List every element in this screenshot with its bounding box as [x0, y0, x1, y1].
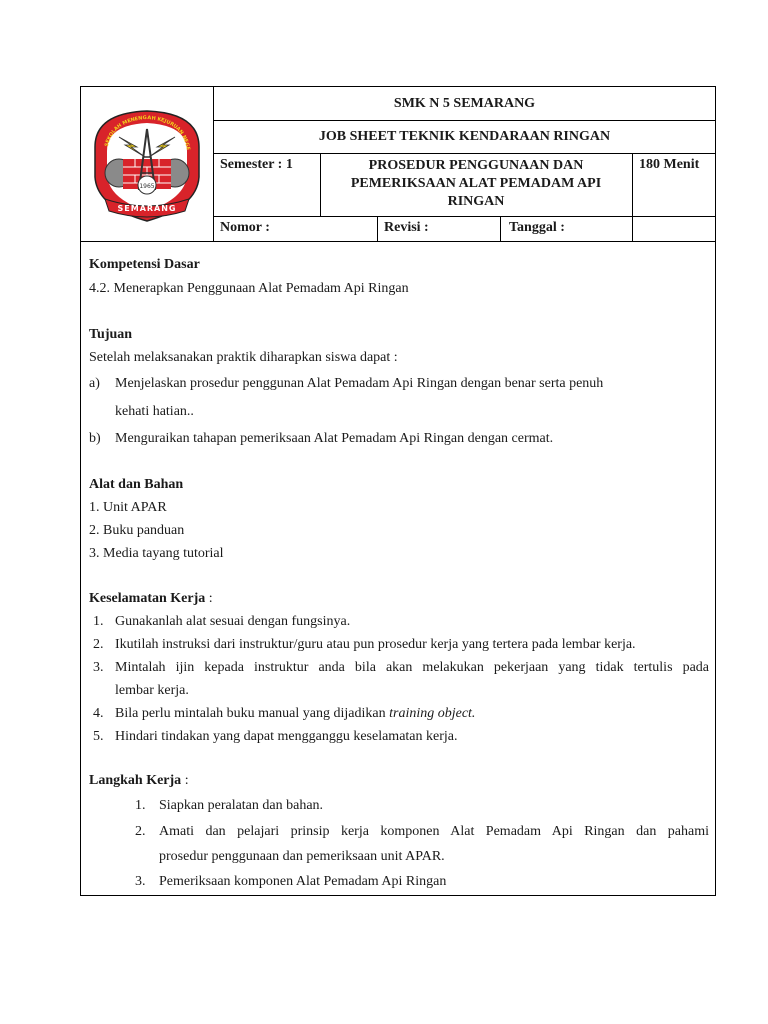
procedure-line: PEMERIKSAAN ALAT PEMADAM API [350, 176, 602, 191]
alat-item: 1. Unit APAR [89, 500, 167, 515]
header-divider [500, 216, 501, 242]
keselamatan-item [115, 706, 475, 722]
tujuan-item-b: Menguraikan tahapan pemeriksaan Alat Pemadam Api Ringan dengan cermat. [115, 431, 554, 446]
alat-item: 2. Buku panduan [89, 523, 185, 538]
keselamatan-item-italic: training object. [389, 706, 476, 721]
keselamatan-number: 5. [93, 729, 104, 744]
keselamatan-title: Keselamatan Kerja [89, 591, 206, 606]
tujuan-intro: Setelah melaksanakan praktik diharapkan siswa dapat : [89, 350, 398, 365]
tanggal-label: Tanggal : [509, 220, 565, 235]
section-title-alat: Alat dan Bahan [89, 477, 184, 492]
keselamatan-number: 1. [93, 614, 104, 629]
procedure-line: RINGAN [447, 194, 505, 209]
school-name: SMK N 5 SEMARANG [393, 96, 536, 111]
header-divider [377, 216, 378, 242]
langkah-item: Siapkan peralatan dan bahan. [159, 798, 324, 813]
header-divider [632, 153, 633, 216]
tujuan-item-a-cont: kehati hatian.. [115, 404, 194, 419]
semester: Semester : 1 [220, 157, 293, 172]
school-logo-emblem [89, 107, 205, 225]
langkah-number: 1. [135, 798, 146, 813]
tujuan-marker: a) [89, 376, 100, 391]
logo-ring-text: SEKOLAH MENENGAH KEJURUAN NEGE [103, 114, 191, 151]
keselamatan-number: 4. [93, 706, 104, 721]
langkah-number: 3. [135, 874, 146, 889]
section-title-kompetensi: Kompetensi Dasar [89, 257, 200, 272]
langkah-number: 2. [135, 824, 146, 839]
keselamatan-item-text: Bila perlu mintalah buku manual yang dijadikan [115, 706, 390, 721]
logo-banner: SEMARANG [117, 204, 177, 213]
keselamatan-item: Ikutilah instruksi dari instruktur/guru atau pun prosedur kerja yang tertera pada lembar kerja. [115, 637, 636, 652]
procedure-line: PROSEDUR PENGGUNAAN DAN [368, 158, 584, 173]
langkah-item: Amati dan pelajari prinsip kerja komponen Alat Pemadam Api Ringan dan pahami [159, 824, 709, 839]
keselamatan-number: 3. [93, 660, 104, 675]
keselamatan-item: Hindari tindakan yang dapat mengganggu keselamatan kerja. [115, 729, 458, 744]
tujuan-item-a: Menjelaskan prosedur penggunan Alat Pemadam Api Ringan dengan benar serta penuh [115, 376, 604, 391]
keselamatan-item-cont: lembar kerja. [115, 683, 189, 698]
header-divider [632, 216, 633, 242]
job-sheet [80, 86, 716, 896]
keselamatan-title-colon: : [205, 591, 213, 606]
section-title-tujuan: Tujuan [89, 327, 133, 342]
logo-year: 1965 [139, 183, 155, 190]
nomor-label: Nomor : [220, 220, 270, 235]
header-table [81, 87, 715, 242]
langkah-item-cont: prosedur penggunaan dan pemeriksaan unit APAR. [159, 849, 445, 864]
revisi-label: Revisi : [384, 220, 429, 235]
school-logo [81, 87, 214, 242]
job-sheet-title: JOB SHEET TEKNIK KENDARAAN RINGAN [318, 129, 611, 144]
tujuan-marker: b) [89, 431, 101, 446]
alat-item: 3. Media tayang tutorial [89, 546, 224, 561]
kompetensi-text: 4.2. Menerapkan Penggunaan Alat Pemadam Api Ringan [89, 281, 409, 296]
section-title-keselamatan [89, 591, 213, 607]
keselamatan-item: Mintalah ijin kepada instruktur anda bila akan melakukan pekerjaan yang tidak tertulis pada [115, 660, 709, 675]
header-rule [214, 216, 715, 217]
section-title-langkah [89, 773, 189, 789]
header-rule [214, 153, 715, 154]
keselamatan-number: 2. [93, 637, 104, 652]
duration: 180 Menit [639, 157, 700, 172]
langkah-title: Langkah Kerja [89, 773, 182, 788]
langkah-item: Pemeriksaan komponen Alat Pemadam Api Ringan [159, 874, 447, 889]
langkah-title-colon: : [181, 773, 189, 788]
keselamatan-item: Gunakanlah alat sesuai dengan fungsinya. [115, 614, 351, 629]
procedure-title [321, 157, 631, 211]
